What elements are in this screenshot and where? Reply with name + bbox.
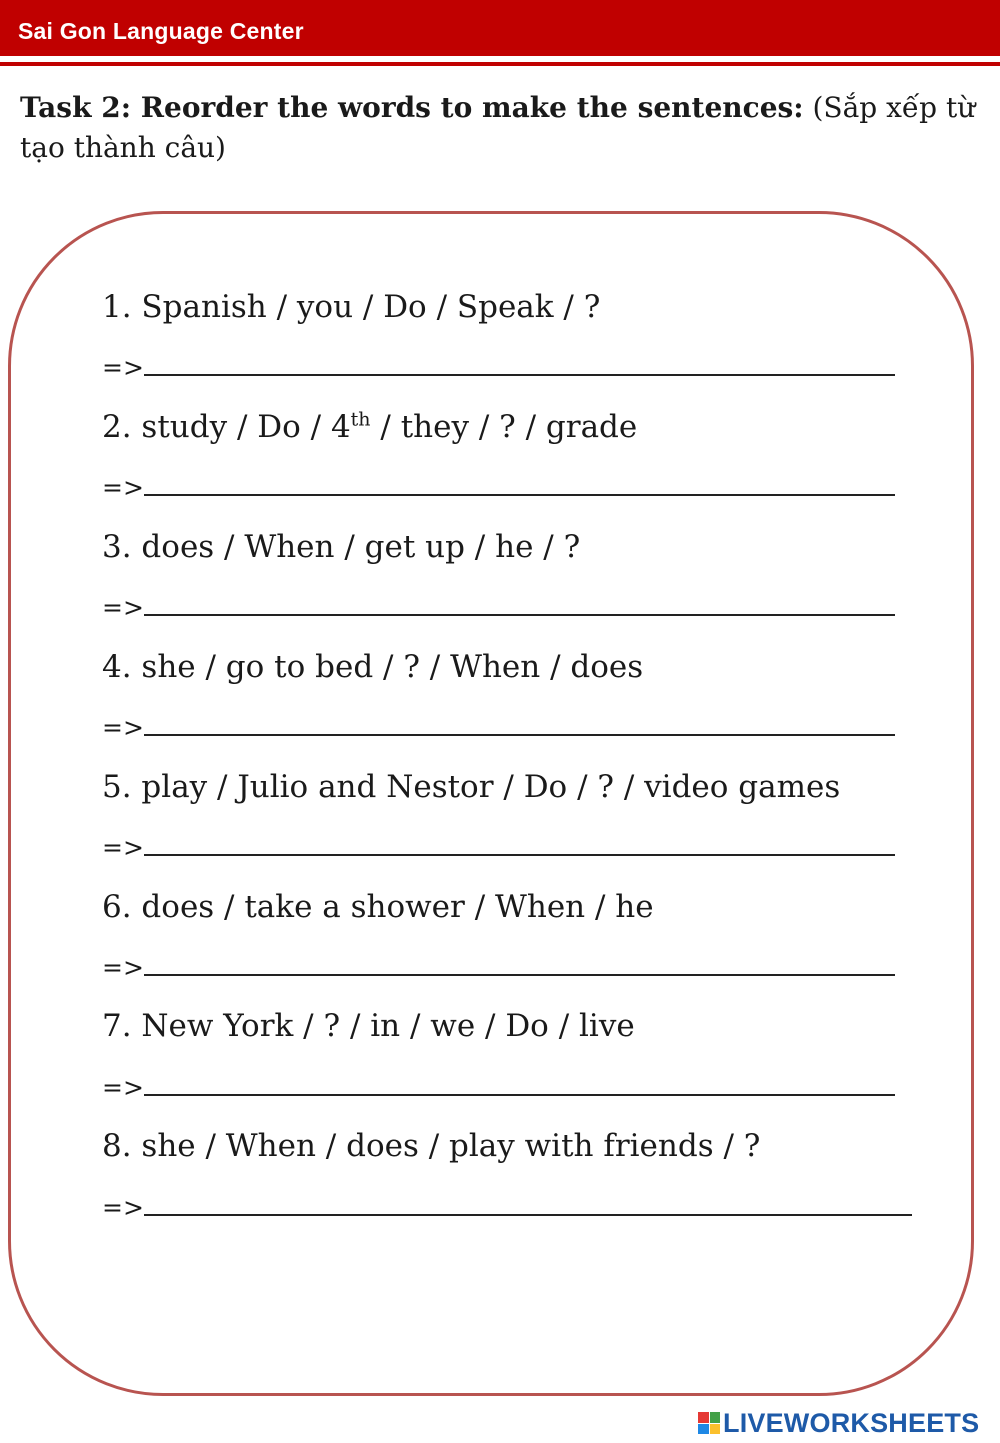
question-6: 6. does / take a shower / When / he: [102, 889, 654, 925]
answer-blank[interactable]: [144, 1074, 895, 1096]
liveworksheets-wordmark: LIVEWORKSHEETS: [723, 1407, 980, 1438]
answer-blank[interactable]: [144, 354, 895, 376]
answer-line-8[interactable]: [102, 1193, 912, 1223]
question-1: 1. Spanish / you / Do / Speak / ?: [102, 289, 601, 325]
answer-line-5[interactable]: [102, 833, 895, 863]
answer-line-2[interactable]: [102, 473, 895, 503]
answer-prefix: =>: [102, 1193, 144, 1222]
logo-square-green: [710, 1412, 721, 1423]
question-8: 8. she / When / does / play with friends / ?: [102, 1128, 761, 1164]
answer-blank[interactable]: [144, 954, 895, 976]
question-7: 7. New York / ? / in / we / Do / live: [102, 1008, 635, 1044]
answer-blank[interactable]: [144, 714, 895, 736]
brand-name: Sai Gon Language Center: [18, 18, 304, 44]
logo-square-blue: [698, 1424, 709, 1435]
answer-blank[interactable]: [144, 594, 895, 616]
question-2-superscript: th: [350, 408, 371, 431]
question-4: 4. she / go to bed / ? / When / does: [102, 649, 644, 685]
question-2-text-end: / they / ? / grade: [370, 409, 638, 445]
answer-prefix: =>: [102, 713, 144, 742]
header-bar: [0, 0, 1000, 56]
answer-line-4[interactable]: [102, 713, 895, 743]
answer-line-3[interactable]: [102, 593, 895, 623]
liveworksheets-footer[interactable]: [698, 1408, 979, 1438]
task-heading: [20, 88, 985, 168]
logo-square-yellow: [710, 1424, 721, 1435]
question-2-text-start: 2. study / Do / 4: [102, 409, 351, 445]
answer-line-7[interactable]: [102, 1073, 895, 1103]
answer-prefix: =>: [102, 473, 144, 502]
answer-blank[interactable]: [144, 834, 895, 856]
answer-prefix: =>: [102, 593, 144, 622]
question-3: 3. does / When / get up / he / ?: [102, 529, 581, 565]
question-2: [102, 407, 637, 447]
answer-prefix: =>: [102, 833, 144, 862]
liveworksheets-logo-icon: [698, 1412, 720, 1434]
answer-blank[interactable]: [144, 1194, 912, 1216]
answer-prefix: =>: [102, 1073, 144, 1102]
task-title: Task 2: Reorder the words to make the sentences:: [20, 91, 804, 124]
answer-prefix: =>: [102, 953, 144, 982]
answer-prefix: =>: [102, 353, 144, 382]
question-5: 5. play / Julio and Nestor / Do / ? / video games: [102, 769, 841, 805]
answer-line-6[interactable]: [102, 953, 895, 983]
answer-blank[interactable]: [144, 474, 895, 496]
logo-square-red: [698, 1412, 709, 1423]
task-translation: (Sắp xếp từ tạo thành câu): [20, 91, 976, 164]
answer-line-1[interactable]: [102, 353, 895, 383]
header-divider: [0, 62, 1000, 66]
